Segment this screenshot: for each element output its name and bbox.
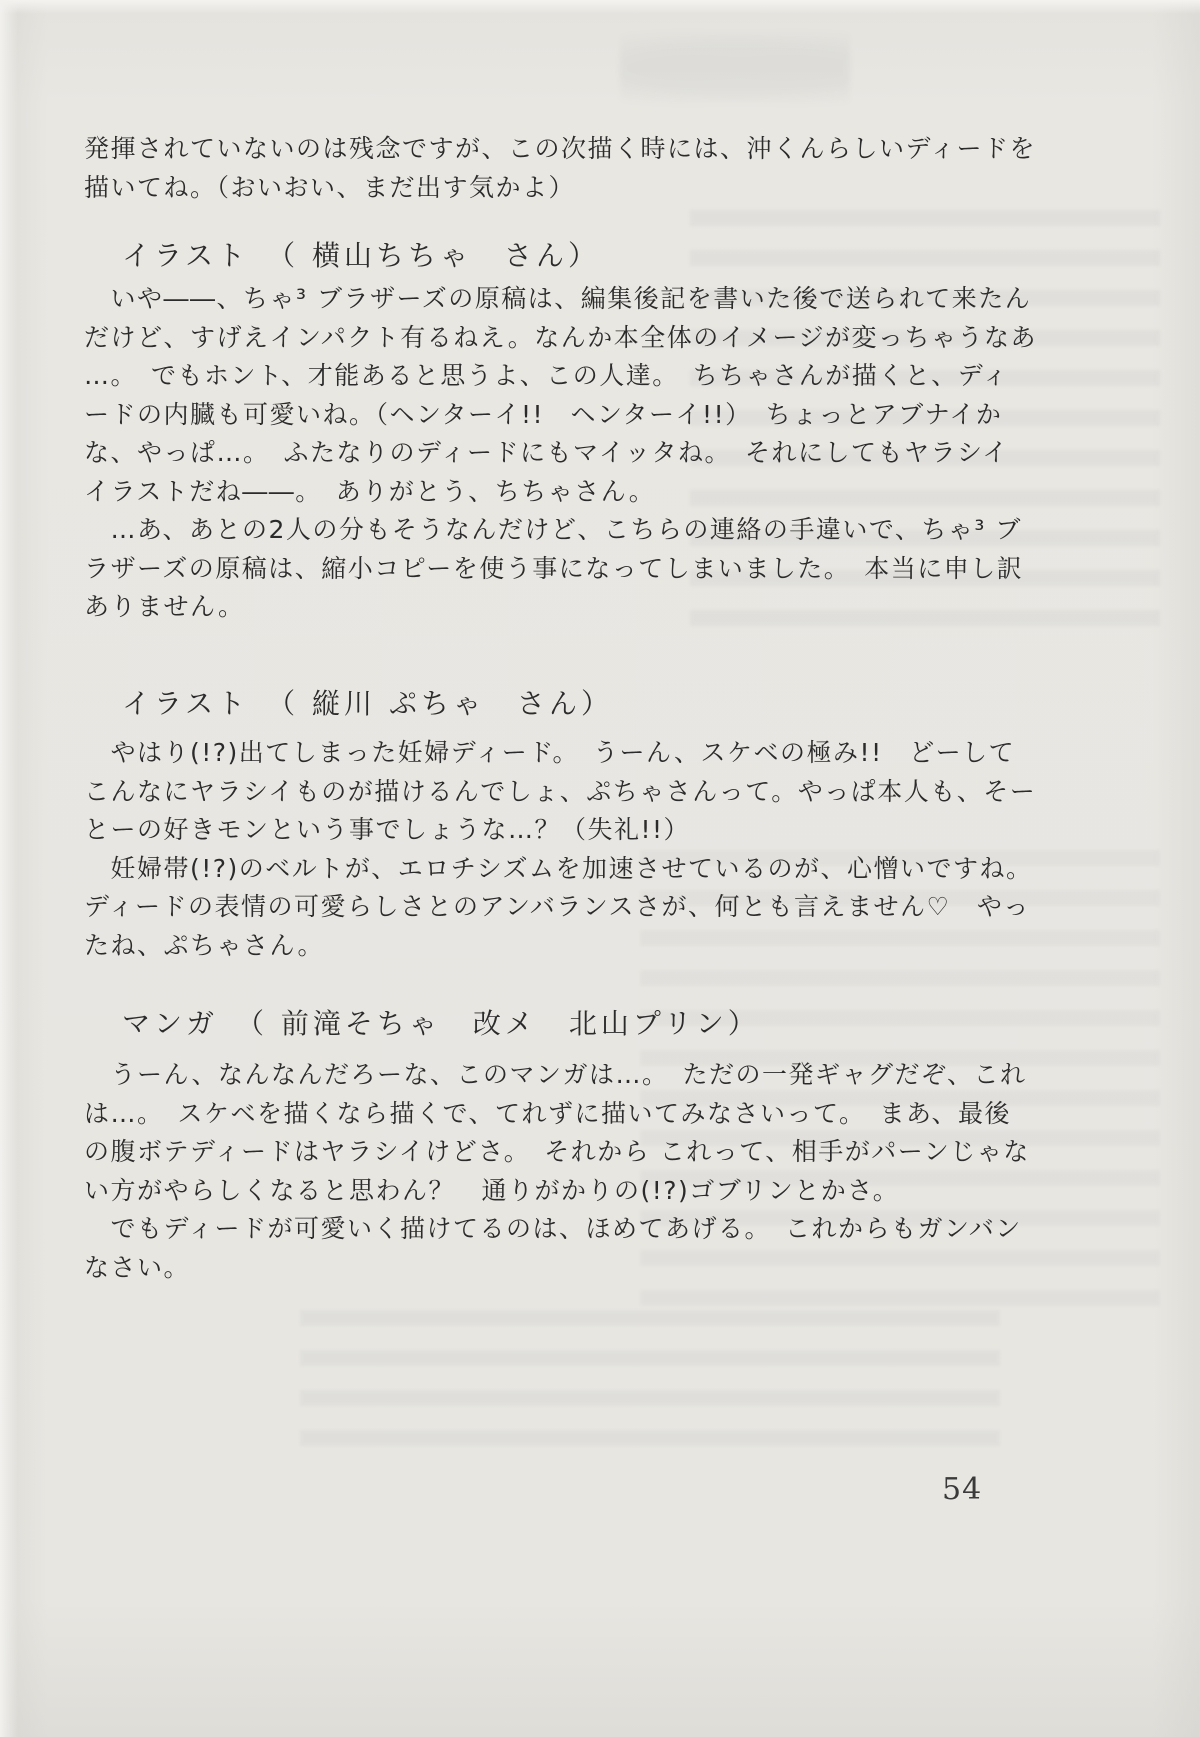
text-line: 発揮されていないのは残念ですが、この次描く時には、沖くんらしいディードを [84, 134, 1037, 163]
section-body-illust-chicha [84, 280, 1038, 627]
text-line: は…。 スケベを描くなら描くで、てれずに描いてみなさいって。 まあ、最後 [84, 1098, 1012, 1128]
text-line: やはり(!?)出てしまった妊婦ディード。 うーん、スケベの極み!! どーして [84, 738, 1016, 767]
text-line: イラストだね――。 ありがとう、ちちゃさん。 [84, 476, 656, 506]
page-number: 54 [942, 1472, 983, 1507]
text-line: なさい。 [84, 1252, 191, 1282]
text-line: いや――、ちゃ³ ブラザーズの原稿は、編集後記を書いた後で送られて来たん [84, 284, 1032, 313]
section-body-manga [84, 1056, 1034, 1287]
text-line: たね、ぷちゃさん。 [84, 930, 325, 960]
text-line: こんなにヤラシイものが描けるんでしょ、ぷちゃさんって。やっぱ本人も、そー [84, 776, 1037, 806]
text-line: …あ、あとの2人の分もそうなんだけど、こちらの連絡の手違いで、ちゃ³ ブ [84, 515, 1022, 544]
text-line: …。 でもホント、才能あると思うよ、この人達。 ちちゃさんが描くと、ディ [84, 361, 1009, 390]
text-line: な、やっぱ…。 ふたなりのディードにもマイッタね。 それにしてもヤラシイ [84, 438, 1009, 467]
text-line: の腹ボテディードはヤラシイけどさ。 それから これって、相手がパーンじゃな [84, 1137, 1030, 1166]
section-heading-illust-chicha: イラスト （ 横山ちちゃ さん） [122, 239, 601, 272]
text-line: ードの内臓も可愛いね。（ヘンターイ!! ヘンターイ!!） ちょっとアブナイか [84, 399, 1003, 429]
text-line: ありません。 [84, 592, 245, 621]
text-line: 描いてね。（おいおい、まだ出す気かよ） [84, 172, 576, 202]
intro-paragraph [84, 130, 1037, 207]
text-line: だけど、すげえインパクト有るねえ。なんか本全体のイメージが変っちゃうなあ [84, 322, 1038, 352]
section-body-illust-pucha [84, 734, 1037, 965]
text-line: うーん、なんなんだろーな、このマンガは…。 ただの一発ギャグだぞ、これ [84, 1060, 1027, 1089]
text-line: ラザーズの原稿は、縮小コピーを使う事になってしまいました。 本当に申し訳 [84, 553, 1024, 583]
section-heading-manga: マンガ （ 前滝そちゃ 改メ 北山プリン） [122, 1007, 760, 1040]
section-heading-illust-pucha: イラスト （ 縦川 ぷちゃ さん） [122, 687, 613, 720]
text-line: 妊婦帯(!?)のベルトが、エロチシズムを加速させているのが、心憎いですね。 [84, 853, 1033, 883]
text-line: とーの好きモンという事でしょうな…？（失礼!!） [84, 815, 691, 844]
text-line: ディードの表情の可愛らしさとのアンバランスさが、何とも言えません♡ やっ [84, 892, 1030, 921]
text-line: い方がやらしくなると思わん？ 通りがかりの(!?)ゴブリンとかさ。 [84, 1175, 900, 1205]
text-line: でもディードが可愛いく描けてるのは、ほめてあげる。 これからもガンバン [84, 1214, 1022, 1243]
